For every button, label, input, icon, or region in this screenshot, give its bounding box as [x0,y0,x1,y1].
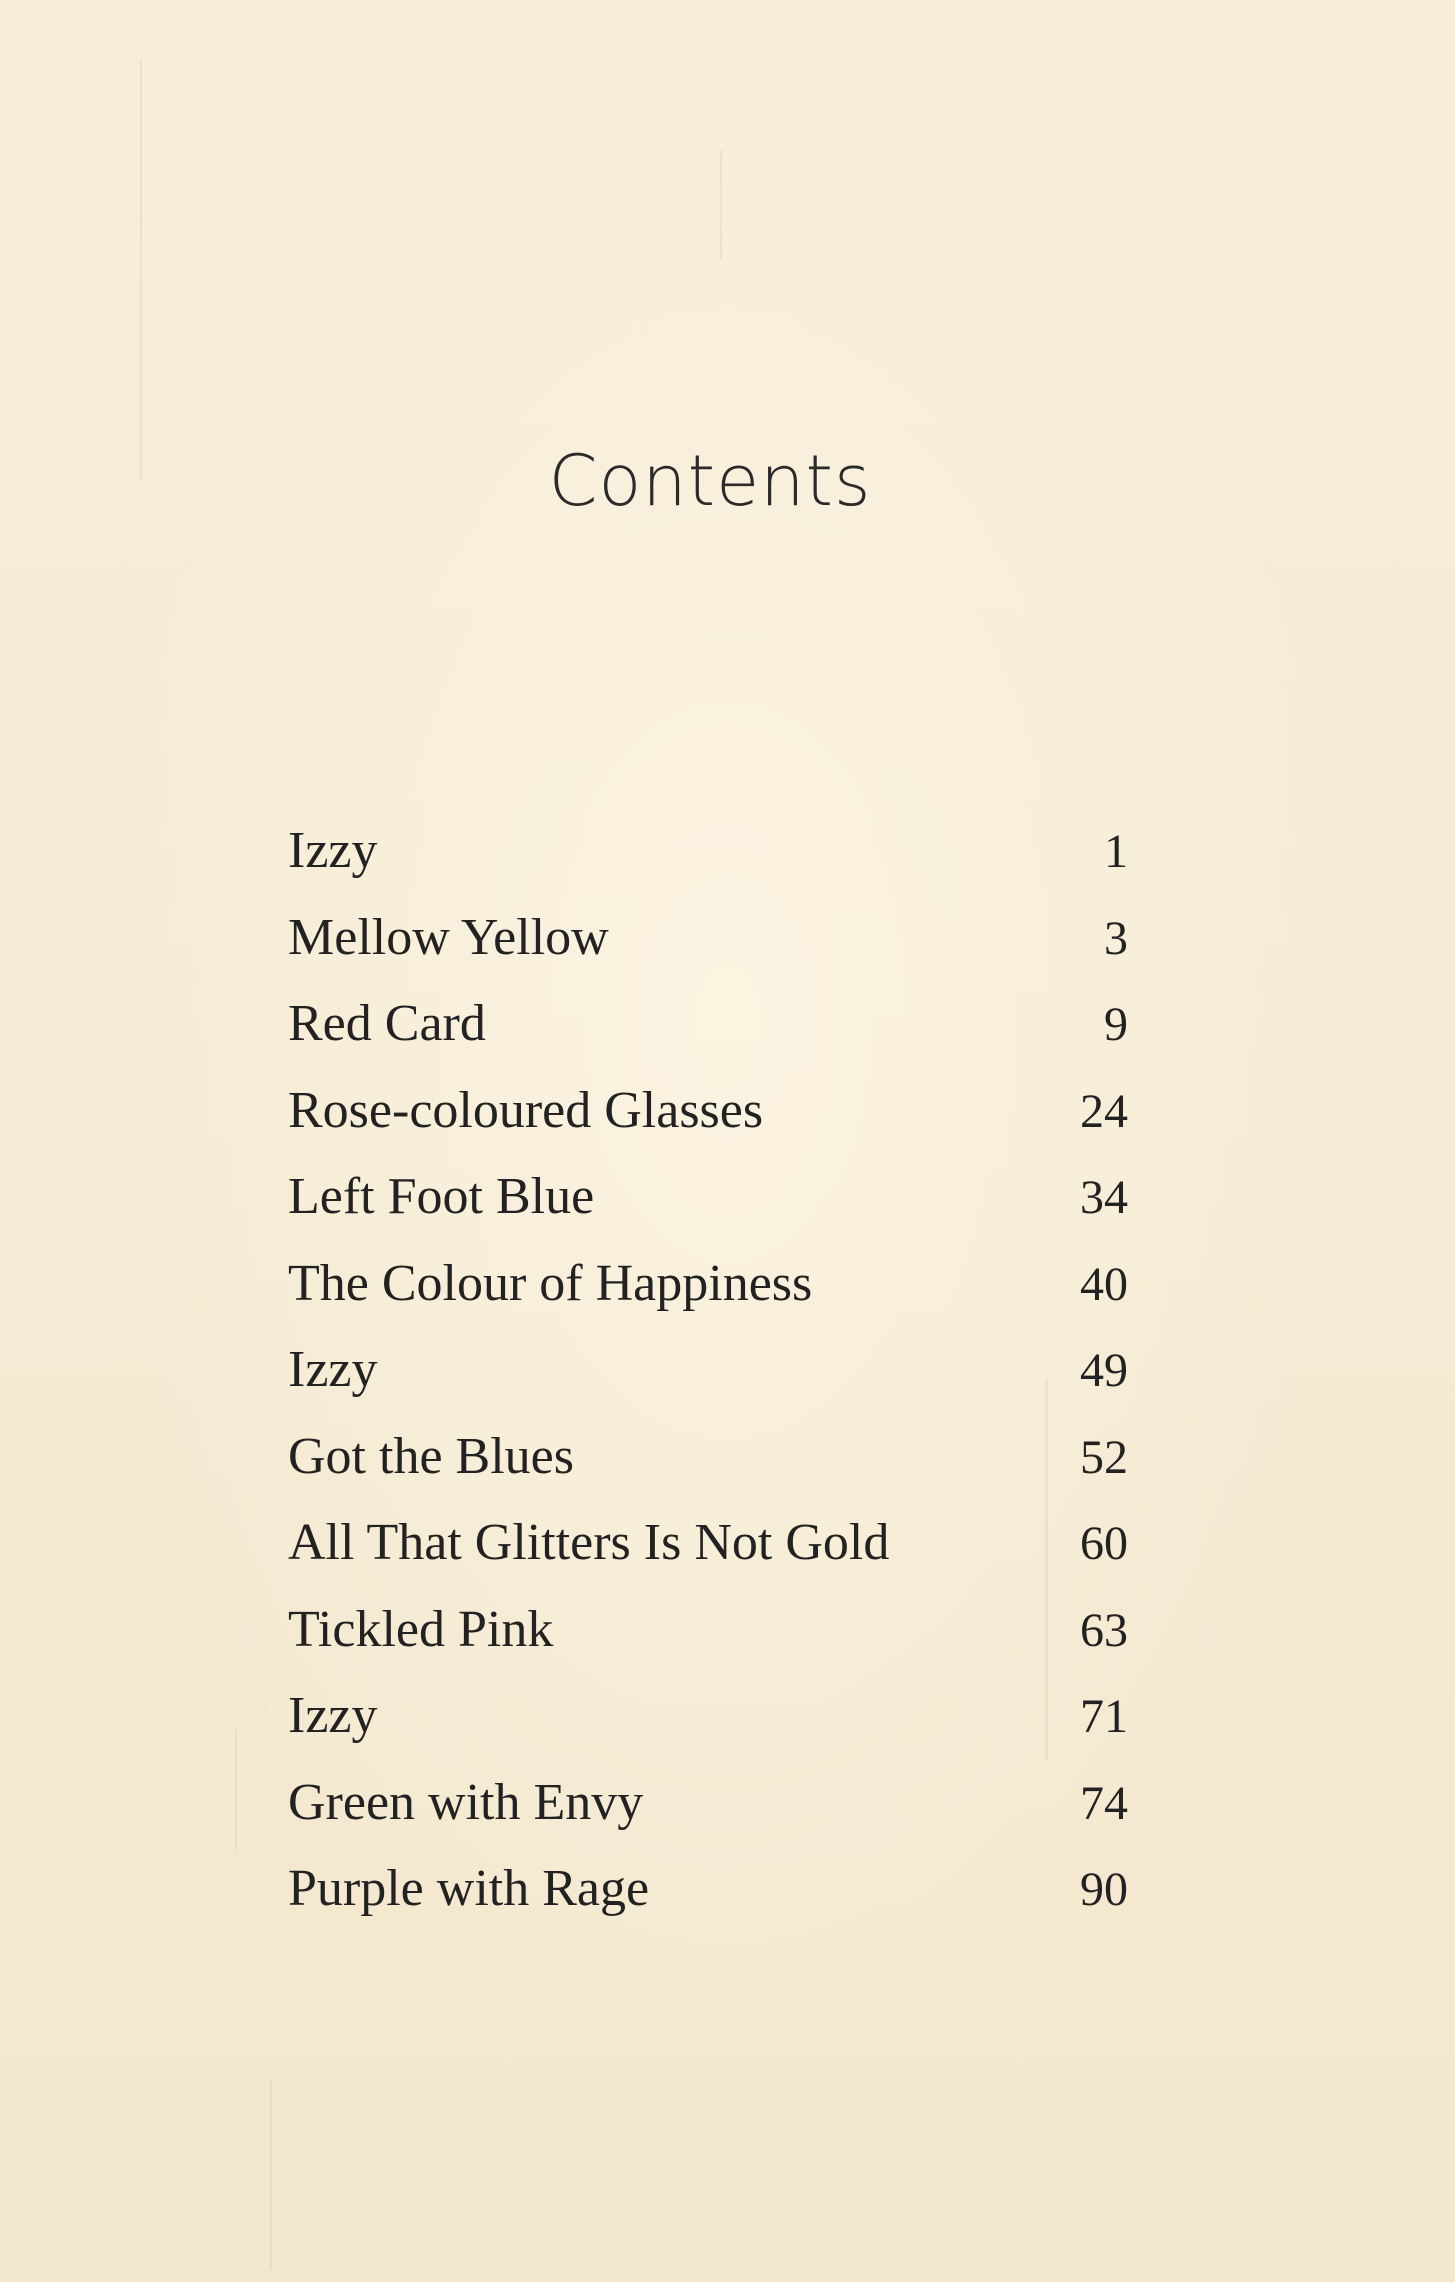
toc-entry-title: Left Foot Blue [288,1168,595,1225]
toc-entry-page: 24 [1080,1084,1128,1138]
toc-entry-page: 63 [1080,1603,1128,1657]
toc-entry-title: Purple with Rage [288,1860,650,1917]
toc-entry-page: 1 [1104,825,1128,878]
toc-entry-title: Green with Envy [288,1773,644,1831]
toc-entry-title: Tickled Pink [288,1600,554,1658]
toc-entry [288,1068,1128,1155]
toc-entry-page: 9 [1104,998,1128,1051]
toc-entry [288,1500,1128,1587]
toc-entry [288,1154,1128,1241]
toc-entry [288,1673,1128,1760]
toc-entry-title: Izzy [288,1687,378,1744]
toc-entry [288,895,1128,982]
toc-entry-title: Got the Blues [288,1427,574,1485]
toc-entry [288,1846,1128,1933]
toc-entry-page: 3 [1104,911,1128,965]
paper-crease [140,60,142,480]
toc-entry-page: 74 [1080,1776,1128,1830]
toc-entry [288,1414,1128,1501]
toc-entry-page: 60 [1080,1517,1128,1570]
toc-entry-page: 49 [1080,1344,1128,1397]
paper-crease [235,1730,237,1850]
toc-entry [288,1241,1128,1328]
toc-entry-title: The Colour of Happiness [288,1254,813,1312]
toc-entry-title: Mellow Yellow [288,908,609,966]
paper-crease [270,2080,272,2270]
toc-entry-title: Izzy [288,822,378,879]
toc-entry-title: Izzy [288,1341,378,1398]
toc-entry [288,1760,1128,1847]
toc-entry [288,1587,1128,1674]
toc-entry [288,1327,1128,1414]
toc-entry [288,981,1128,1068]
table-of-contents [288,808,1128,1933]
page-title: Contents [548,440,872,522]
toc-entry-title: Red Card [288,995,486,1052]
toc-entry-page: 90 [1080,1863,1128,1916]
toc-entry-page: 71 [1080,1690,1128,1743]
toc-entry-page: 52 [1080,1430,1128,1484]
toc-entry-page: 34 [1080,1171,1128,1224]
paper-crease [720,150,722,260]
toc-entry-title: Rose-coloured Glasses [288,1081,764,1139]
toc-entry-title: All That Glitters Is Not Gold [288,1514,890,1571]
toc-entry [288,808,1128,895]
toc-entry-page: 40 [1080,1257,1128,1311]
